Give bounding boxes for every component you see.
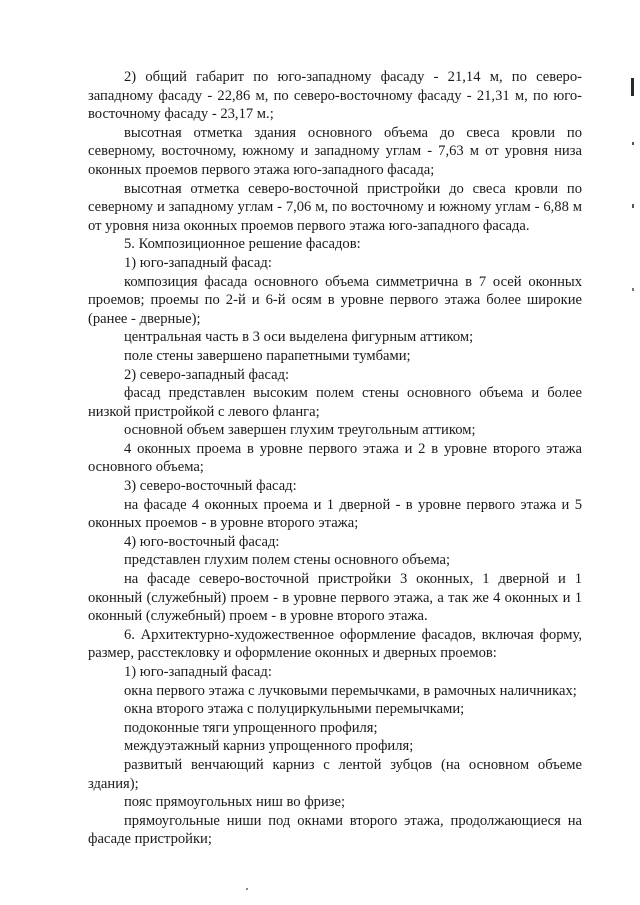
- subheading-southeast-facade: 4) юго-восточный фасад:: [124, 533, 280, 550]
- section-heading-decoration: 6. Архитектурно-художественное оформление фасадов, включая форму, размер, расстекловку и оформление оконных и дверных проемов:: [88, 626, 582, 662]
- paragraph-first-floor-windows: окна первого этажа с лучковыми перемычками, в рамочных наличниках;: [124, 682, 577, 699]
- paragraph-parapet-pedestals: поле стены завершено парапетными тумбами;: [124, 347, 411, 364]
- paragraph-crowning-cornice: развитый венчающий карниз с лентой зубцов (на основном объеме здания);: [88, 756, 582, 792]
- paragraph-triangular-attic: основной объем завершен глухим треугольным аттиком;: [124, 422, 476, 439]
- document-page: [88, 68, 582, 849]
- subheading-southwest-facade-decoration: 1) юго-западный фасад:: [124, 664, 272, 680]
- paragraph-southeast-blank-wall: представлен глухим полем стены основного объема;: [124, 552, 451, 569]
- subheading-northwest-facade: 2) северо-западный фасад:: [124, 366, 290, 383]
- section-heading-composition: 5. Композиционное решение фасадов:: [124, 236, 361, 253]
- scan-artifact-dot: [246, 888, 248, 890]
- paragraph-annex-height: высотная отметка северо-восточной пристройки до свеса кровли по северному и западному углам - 7,06 м, по восточному и южному углам - 6,88 м от уровня низа оконных проемов первого этажа юго-западного фасада.: [88, 180, 582, 234]
- paragraph-northeast-openings: на фасаде 4 оконных проема и 1 дверной - в уровне первого этажа и 5 оконных проемов - в уровне второго этажа;: [88, 496, 582, 532]
- subheading-southwest-facade: 1) юго-западный фасад:: [124, 254, 272, 271]
- paragraph-sill-moldings: подоконные тяги упрощенного профиля;: [124, 719, 378, 736]
- paragraph-southeast-annex-openings: на фасаде северо-восточной пристройки 3 оконных, 1 дверной и 1 оконный (служебный) проем - в уровне первого этажа, а так же 4 оконных и 1 оконный (служебный) проем - в уровне второго этажа.: [88, 571, 582, 625]
- paragraph-central-attic: центральная часть в 3 оси выделена фигурным аттиком;: [124, 329, 474, 346]
- paragraph-rectangular-niches: прямоугольные ниши под окнами второго этажа, продолжающиеся на фасаде пристройки;: [88, 812, 582, 848]
- paragraph-frieze-niches: пояс прямоугольных ниш во фризе;: [124, 794, 346, 811]
- scan-artifact-dot: [632, 204, 634, 208]
- paragraph-overall-dimensions: 2) общий габарит по юго-западному фасаду - 21,14 м, по северо-западному фасаду - 22,86 м, по северо-восточному фасаду - 21,31 м, по юго-восточному фасаду - 23,17 м.;: [88, 69, 582, 123]
- scan-artifact-mark: [631, 78, 634, 96]
- paragraph-northwest-openings: 4 оконных проема в уровне первого этажа и 2 в уровне второго этажа основного объема;: [88, 440, 582, 476]
- paragraph-second-floor-windows: окна второго этажа с полуциркульными перемычками;: [124, 701, 465, 718]
- paragraph-symmetric-composition: композиция фасада основного объема симметрична в 7 осей оконных проемов; проемы по 2-й и 6-й осям в уровне первого этажа более широкие (ранее - дверные);: [88, 273, 582, 327]
- paragraph-interfloor-cornice: междуэтажный карниз упрощенного профиля;: [124, 738, 414, 755]
- paragraph-main-volume-height: высотная отметка здания основного объема до свеса кровли по северному, восточному, южному и западному углам - 7,63 м от уровня низа оконных проемов первого этажа юго-западного фасада;: [88, 124, 582, 178]
- scan-artifact-dot: [632, 142, 634, 145]
- paragraph-northwest-wall: фасад представлен высоким полем стены основного объема и более низкой пристройкой с левого фланга;: [88, 385, 582, 420]
- subheading-northeast-facade: 3) северо-восточный фасад:: [124, 478, 297, 495]
- scan-artifact-dot: [632, 288, 634, 291]
